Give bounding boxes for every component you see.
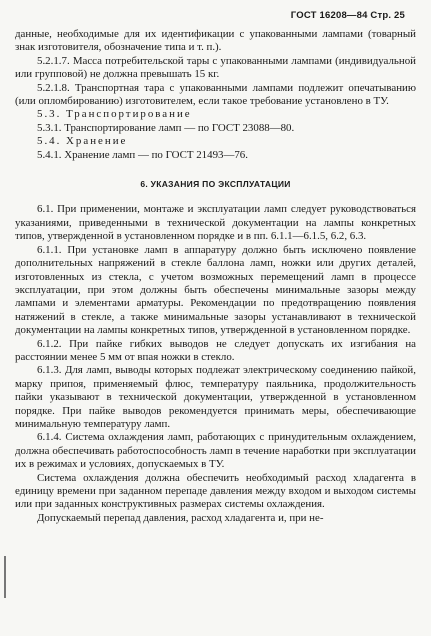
subsection-heading: 5.3. Транспортирование bbox=[37, 108, 192, 121]
paragraph: 5.2.1.7. Масса потребительской тары с упакованными лампами (индивидуальной или групповой) не должна превышать 15 кг. bbox=[15, 54, 416, 81]
paragraph: 5.2.1.8. Транспортная тара с упакованными лампами подлежит опечатыванию (или опломбированию) изготовителем, если такое требование установлено в ТУ. bbox=[15, 81, 416, 108]
margin-mark bbox=[4, 556, 6, 598]
paragraph: данные, необходимые для их идентификации с упакованными лампами (товарный знак изготовителя, обозначение типа и т. п.). bbox=[15, 28, 416, 54]
subsection-heading: 5.4. Хранение bbox=[37, 135, 128, 148]
paragraph: 6.1.4. Система охлаждения ламп, работающих с принудительным охлаждением, должна обеспечивать работоспособность ламп в течение наработки при эксплуатации их в режимах и условиях, допускаемых в ТУ. bbox=[15, 431, 416, 471]
document-body bbox=[15, 28, 416, 525]
paragraph: Система охлаждения должна обеспечить необходимый расход хладагента в единицу времени при заданном перепаде давления между входом и выходом системы или при заданных конструктивных размерах системы охлаждения. bbox=[15, 471, 416, 511]
paragraph: Допускаемый перепад давления, расход хладагента и, при не- bbox=[37, 511, 324, 524]
paragraph: 6.1.3. Для ламп, выводы которых подлежат электрическому соединению пайкой, марку припоя, применяемый флюс, температуру паяльника, продолжительность пайки указывают в технической документации, утвержденной в установленном порядке. При пайке выводов рекомендуется принимать меры, обеспечивающие минимальную температуру ламп. bbox=[15, 364, 416, 430]
section-title: 6. УКАЗАНИЯ ПО ЭКСПЛУАТАЦИИ bbox=[140, 179, 291, 190]
paragraph: 6.1.1. При установке ламп в аппаратуру должно быть исключено появление дополнительных напряжений в стекле баллона ламп, ножки или других деталей, изготовленных из стекла, с учетом возможных перемещений ламп в процессе эксплуатации, при этом должны быть обеспечены минимальные зазоры между лампами и элементами арматуры. Рекомендации по предотвращению появления натяжений в стекле, а также минимальные зазоры устанавливают в технической документации на лампы конкретных типов, утвержденной в установленном порядке. bbox=[15, 243, 416, 337]
paragraph: 5.3.1. Транспортирование ламп — по ГОСТ 23088—80. bbox=[37, 121, 295, 134]
paragraph: 6.1.2. При пайке гибких выводов не следует допускать их изгибания на расстоянии менее 5 мм от впая ножки в стекло. bbox=[15, 337, 416, 363]
paragraph: 6.1. При применении, монтаже и эксплуатации ламп следует руководствоваться указаниями, приведенными в технической документации на лампы конкретных типов, утвержденной в установленном порядке и в пп. 6.1.1—6.1.5, 6.2, 6.3. bbox=[15, 203, 416, 243]
paragraph: 5.4.1. Хранение ламп — по ГОСТ 21493—76. bbox=[37, 148, 248, 161]
page-header: ГОСТ 16208—84 Стр. 25 bbox=[290, 10, 405, 21]
